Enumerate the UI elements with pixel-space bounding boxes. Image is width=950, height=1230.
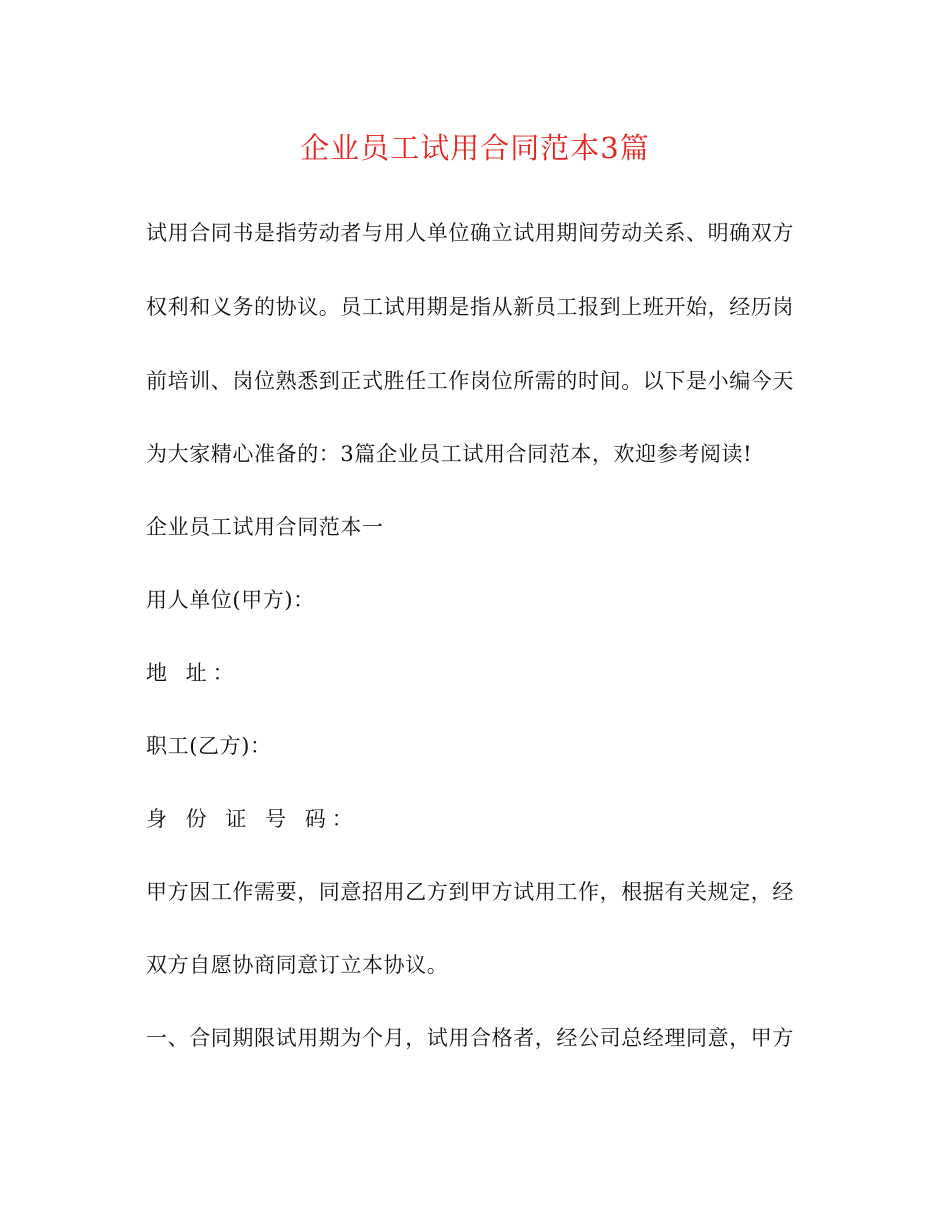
document-title: 企业员工试用合同范本3篇 [300,131,650,165]
intro-line-1: 试用合同书是指劳动者与用人单位确立试用期间劳动关系、明确双方 [146,221,794,245]
clause-1-line: 一、合同期限试用期为个月，试用合格者，经公司总经理同意，甲方 [146,1026,794,1050]
employee-field-label: 职工(乙方)： [146,734,272,758]
intro-line-3: 前培训、岗位熟悉到正式胜任工作岗位所需的时间。以下是小编今天 [146,369,794,393]
id-number-field-label: 身 份 证 号 码： [146,807,359,831]
employer-field-label: 用人单位(甲方)： [146,588,315,612]
address-field-label: 地 址： [146,661,240,685]
section-heading: 企业员工试用合同范本一 [146,515,384,539]
intro-line-2: 权利和义务的协议。员工试用期是指从新员工报到上班开始，经历岗 [146,295,794,319]
body-line-1: 甲方因工作需要，同意招用乙方到甲方试用工作，根据有关规定，经 [146,880,794,904]
body-line-2: 双方自愿协商同意订立本协议。 [146,953,449,977]
intro-line-4: 为大家精心准备的：3篇企业员工试用合同范本，欢迎参考阅读! [146,442,753,466]
